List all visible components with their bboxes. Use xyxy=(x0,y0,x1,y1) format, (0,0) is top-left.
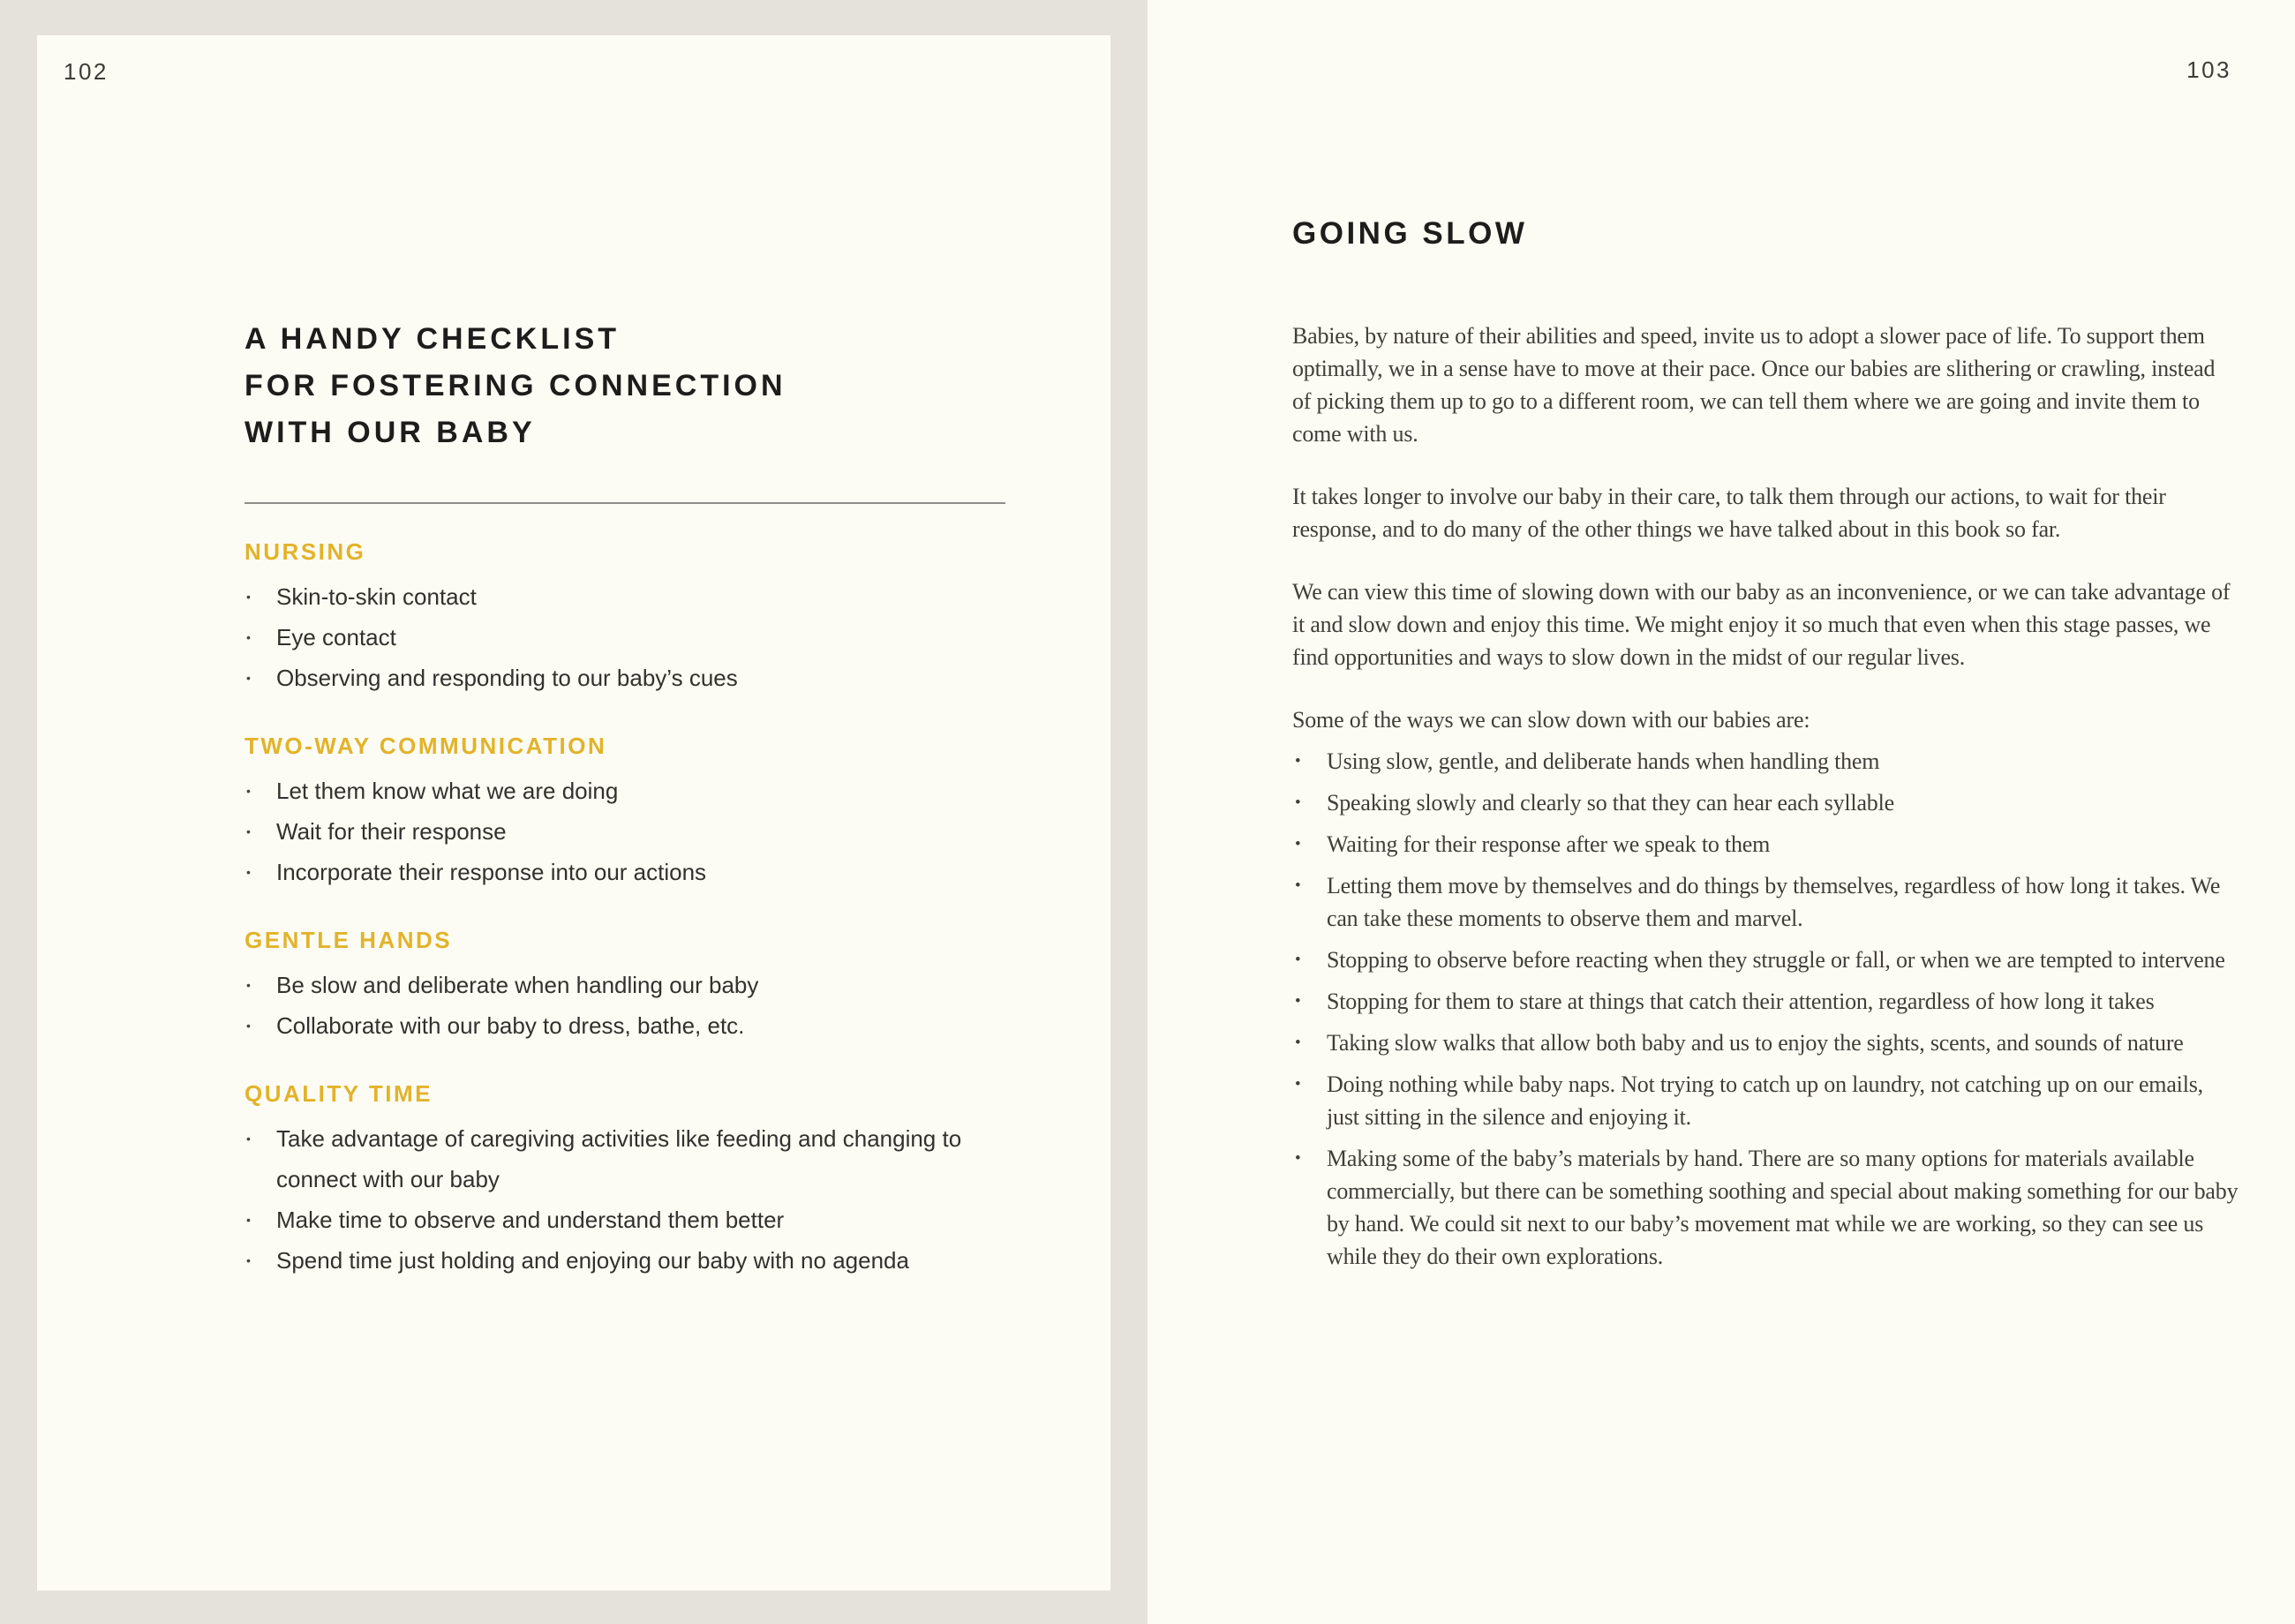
bullet-icon: • xyxy=(246,865,251,879)
list-item-text: Stopping to observe before reacting when they struggle or fall, or when we are tempted to intervene xyxy=(1327,947,2225,973)
section-two-way-communication xyxy=(245,732,1039,892)
list-item xyxy=(1292,985,2239,1018)
list-item xyxy=(245,1240,1039,1281)
list-item-text: Speaking slowly and clearly so that they can hear each syllable xyxy=(1327,790,1894,816)
bullet-icon: • xyxy=(246,630,251,644)
list-item-text: Skin-to-skin contact xyxy=(276,583,477,610)
section-gentle-hands xyxy=(245,926,1039,1046)
bullet-icon: • xyxy=(1295,835,1301,853)
bullet-icon: • xyxy=(246,978,251,992)
list-item-text: Stopping for them to stare at things that catch their attention, regardless of how long it takes xyxy=(1327,989,2155,1014)
chapter-title: GOING SLOW xyxy=(1292,216,1528,251)
list-item-text: Taking slow walks that allow both baby and us to enjoy the sights, scents, and sounds of nature xyxy=(1327,1030,2184,1056)
list-item xyxy=(1292,786,2239,819)
list-item-text: Doing nothing while baby naps. Not trying to catch up on laundry, not catching up on our emails, just sitting in the silence and enjoying it. xyxy=(1327,1071,2203,1130)
page-left xyxy=(37,35,1110,1590)
list-item xyxy=(245,771,1039,811)
bullet-icon: • xyxy=(1295,1149,1301,1168)
list-item xyxy=(245,965,1039,1005)
list-item xyxy=(1292,1068,2239,1133)
bullet-icon: • xyxy=(1295,1034,1301,1052)
bullet-icon: • xyxy=(246,1132,251,1146)
page-number-left: 102 xyxy=(64,58,109,85)
bullet-icon: • xyxy=(246,590,251,604)
bullet-icon: • xyxy=(246,1213,251,1227)
checklist-title-line-2: FOR FOSTERING CONNECTION xyxy=(245,369,786,402)
list-item-text: Letting them move by themselves and do things by themselves, regardless of how long it takes. We can take these moments to observe them and marvel. xyxy=(1327,873,2221,931)
list-item xyxy=(245,1199,1039,1240)
page-number-right: 103 xyxy=(2186,56,2231,83)
checklist-title-line-1: A HANDY CHECKLIST xyxy=(245,322,621,356)
list-item-text: Make time to observe and understand them better xyxy=(276,1207,785,1233)
list-item-text: Be slow and deliberate when handling our baby xyxy=(276,972,759,998)
checklist-title-line-3: WITH OUR BABY xyxy=(245,416,536,449)
list-item xyxy=(1292,944,2239,976)
page-right xyxy=(1148,0,2295,1624)
list-item-text: Wait for their response xyxy=(276,818,507,845)
list-item xyxy=(245,1118,1039,1199)
list-item-text: Collaborate with our baby to dress, bathe, etc. xyxy=(276,1012,745,1039)
bullet-icon: • xyxy=(1295,752,1301,771)
list-item xyxy=(245,1005,1039,1046)
right-page-content xyxy=(1292,215,2239,1273)
list-item xyxy=(1292,1142,2239,1273)
bullet-icon: • xyxy=(1295,951,1301,969)
list-item xyxy=(245,852,1039,892)
paragraph: We can view this time of slowing down with our baby as an inconvenience, or we can take advantage of it and slow down and enjoy this time. We might enjoy it so much that even when this stage passes, we find opportunities and ways to slow down in the midst of our regular lives. xyxy=(1292,579,2231,670)
list-item xyxy=(245,811,1039,852)
bullet-icon: • xyxy=(246,1253,251,1267)
checklist-title xyxy=(245,316,1039,456)
bullet-icon: • xyxy=(246,671,251,685)
list-item xyxy=(245,576,1039,617)
paragraph: It takes longer to involve our baby in their care, to talk them through our actions, to wait for their response, and to do many of the other things we have talked about in this book so far. xyxy=(1292,484,2166,542)
list-item-text: Making some of the baby’s materials by hand. There are so many options for materials available commercially, but there can be something soothing and special about making something for our baby by hand. We could sit next to our baby’s movement mat while we are working, so they can see us while they do their own explorations. xyxy=(1327,1146,2239,1269)
bullet-icon: • xyxy=(1295,992,1301,1011)
list-item xyxy=(1292,745,2239,778)
list-item-text: Waiting for their response after we speak to them xyxy=(1327,831,1771,857)
section-heading: NURSING xyxy=(245,538,366,565)
list-item-text: Using slow, gentle, and deliberate hands when handling them xyxy=(1327,748,1880,774)
list-item xyxy=(245,617,1039,658)
list-item-text: Spend time just holding and enjoying our baby with no agenda xyxy=(276,1247,909,1274)
list-item-text: Eye contact xyxy=(276,624,396,650)
section-heading: QUALITY TIME xyxy=(245,1080,433,1107)
section-nursing xyxy=(245,538,1039,698)
bullet-icon: • xyxy=(246,824,251,838)
list-item xyxy=(245,658,1039,698)
list-item-text: Let them know what we are doing xyxy=(276,778,619,804)
list-item-text: Observing and responding to our baby’s cues xyxy=(276,665,738,691)
list-item-text: Take advantage of caregiving activities like feeding and changing to connect with our baby xyxy=(276,1125,962,1192)
bullet-icon: • xyxy=(1295,876,1301,895)
list-item xyxy=(1292,869,2239,935)
left-page-content xyxy=(245,316,1039,1281)
list-intro: Some of the ways we can slow down with our babies are: xyxy=(1292,707,1810,733)
list-item xyxy=(1292,828,2239,861)
bullet-icon: • xyxy=(246,1019,251,1033)
divider-rule xyxy=(245,502,1005,504)
bullet-icon: • xyxy=(246,784,251,798)
bullet-icon: • xyxy=(1295,793,1301,812)
section-heading: TWO-WAY COMMUNICATION xyxy=(245,733,607,759)
list-item xyxy=(1292,1026,2239,1059)
paragraph: Babies, by nature of their abilities and speed, invite us to adopt a slower pace of life. To support them optimally, we in a sense have to move at their pace. Once our babies are slithering or crawling, instead of picking them up to go to a different room, we can tell them where we are going and invite them to come with us. xyxy=(1292,323,2216,447)
section-heading: GENTLE HANDS xyxy=(245,927,453,953)
section-quality-time xyxy=(245,1079,1039,1281)
bullet-icon: • xyxy=(1295,1075,1301,1094)
list-item-text: Incorporate their response into our actions xyxy=(276,859,707,885)
